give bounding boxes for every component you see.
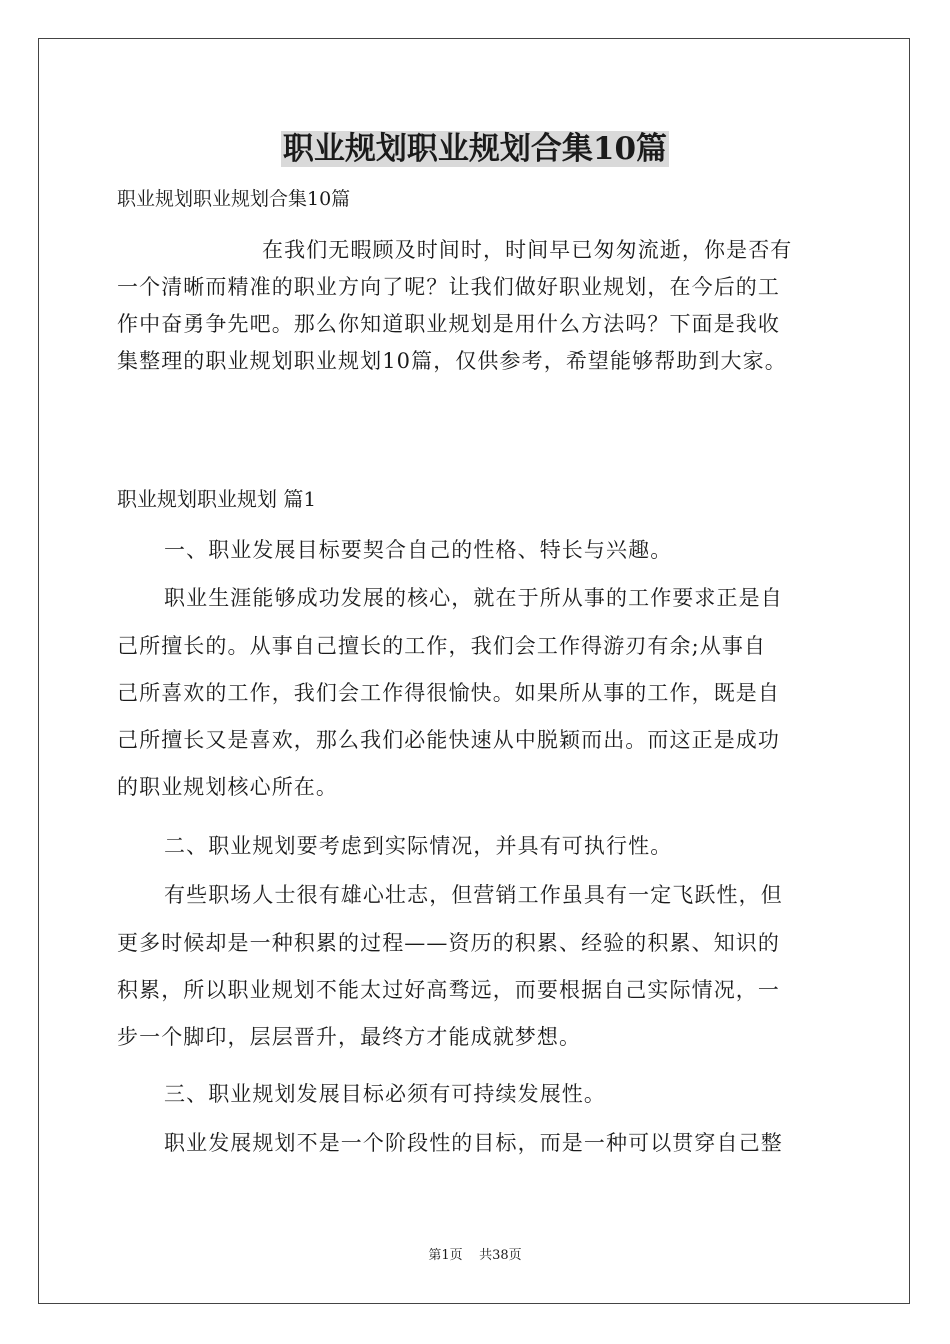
intro-paragraph — [117, 232, 842, 380]
page-footer: 第1页 共38页 — [428, 1248, 522, 1263]
paragraph-line: 一、职业发展目标要契合自己的性格、特长与兴趣。 — [164, 538, 673, 562]
point2-heading — [117, 828, 842, 864]
section-heading: 职业规划职业规划 篇1 — [117, 487, 317, 511]
paragraph-line: 的职业规划核心所在。 — [117, 775, 338, 799]
paragraph-line: 步一个脚印，层层晋升，最终方才能成就梦想。 — [117, 1025, 582, 1049]
paragraph-line: 三、职业规划发展目标必须有可持续发展性。 — [164, 1082, 606, 1106]
paragraph-line: 更多时候却是一种积累的过程——资历的积累、经验的积累、知识的 — [117, 931, 780, 955]
paragraph-line: 己所擅长的。从事自己擅长的工作，我们会工作得游刃有余;从事自 — [117, 634, 767, 658]
paragraph-line: 积累，所以职业规划不能太过好高骛远，而要根据自己实际情况，一 — [117, 978, 780, 1002]
paragraph-line: 己所喜欢的工作，我们会工作得很愉快。如果所从事的工作，既是自 — [117, 681, 780, 705]
paragraph-line: 集整理的职业规划职业规划10篇，仅供参考，希望能够帮助到大家。 — [117, 349, 787, 373]
point1-heading — [117, 532, 842, 568]
paragraph-line: 一个清晰而精准的职业方向了呢？让我们做好职业规划，在今后的工 — [117, 275, 780, 299]
point3-heading — [117, 1076, 842, 1112]
paragraph-line: 作中奋勇争先吧。那么你知道职业规划是用什么方法吗？下面是我收 — [117, 312, 780, 336]
paragraph-line: 在我们无暇顾及时间时，时间早已匆匆流逝，你是否有 — [262, 238, 793, 262]
paragraph-line: 二、职业规划要考虑到实际情况，并具有可执行性。 — [164, 834, 673, 858]
paragraph-line: 职业生涯能够成功发展的核心，就在于所从事的工作要求正是自 — [164, 586, 783, 610]
paragraph-line: 己所擅长又是喜欢，那么我们必能快速从中脱颖而出。而这正是成功 — [117, 728, 780, 752]
paragraph-line: 有些职场人士很有雄心壮志，但营销工作虽具有一定飞跃性，但 — [164, 883, 783, 907]
point2-paragraph — [117, 877, 842, 1055]
paragraph-line: 职业发展规划不是一个阶段性的目标，而是一种可以贯穿自己整 — [164, 1131, 783, 1155]
document-subtitle: 职业规划职业规划合集10篇 — [117, 188, 351, 210]
point1-paragraph — [117, 580, 842, 805]
document-title — [0, 128, 950, 170]
document-title-text: 职业规划职业规划合集10篇 — [282, 131, 668, 167]
point3-paragraph — [117, 1125, 842, 1161]
